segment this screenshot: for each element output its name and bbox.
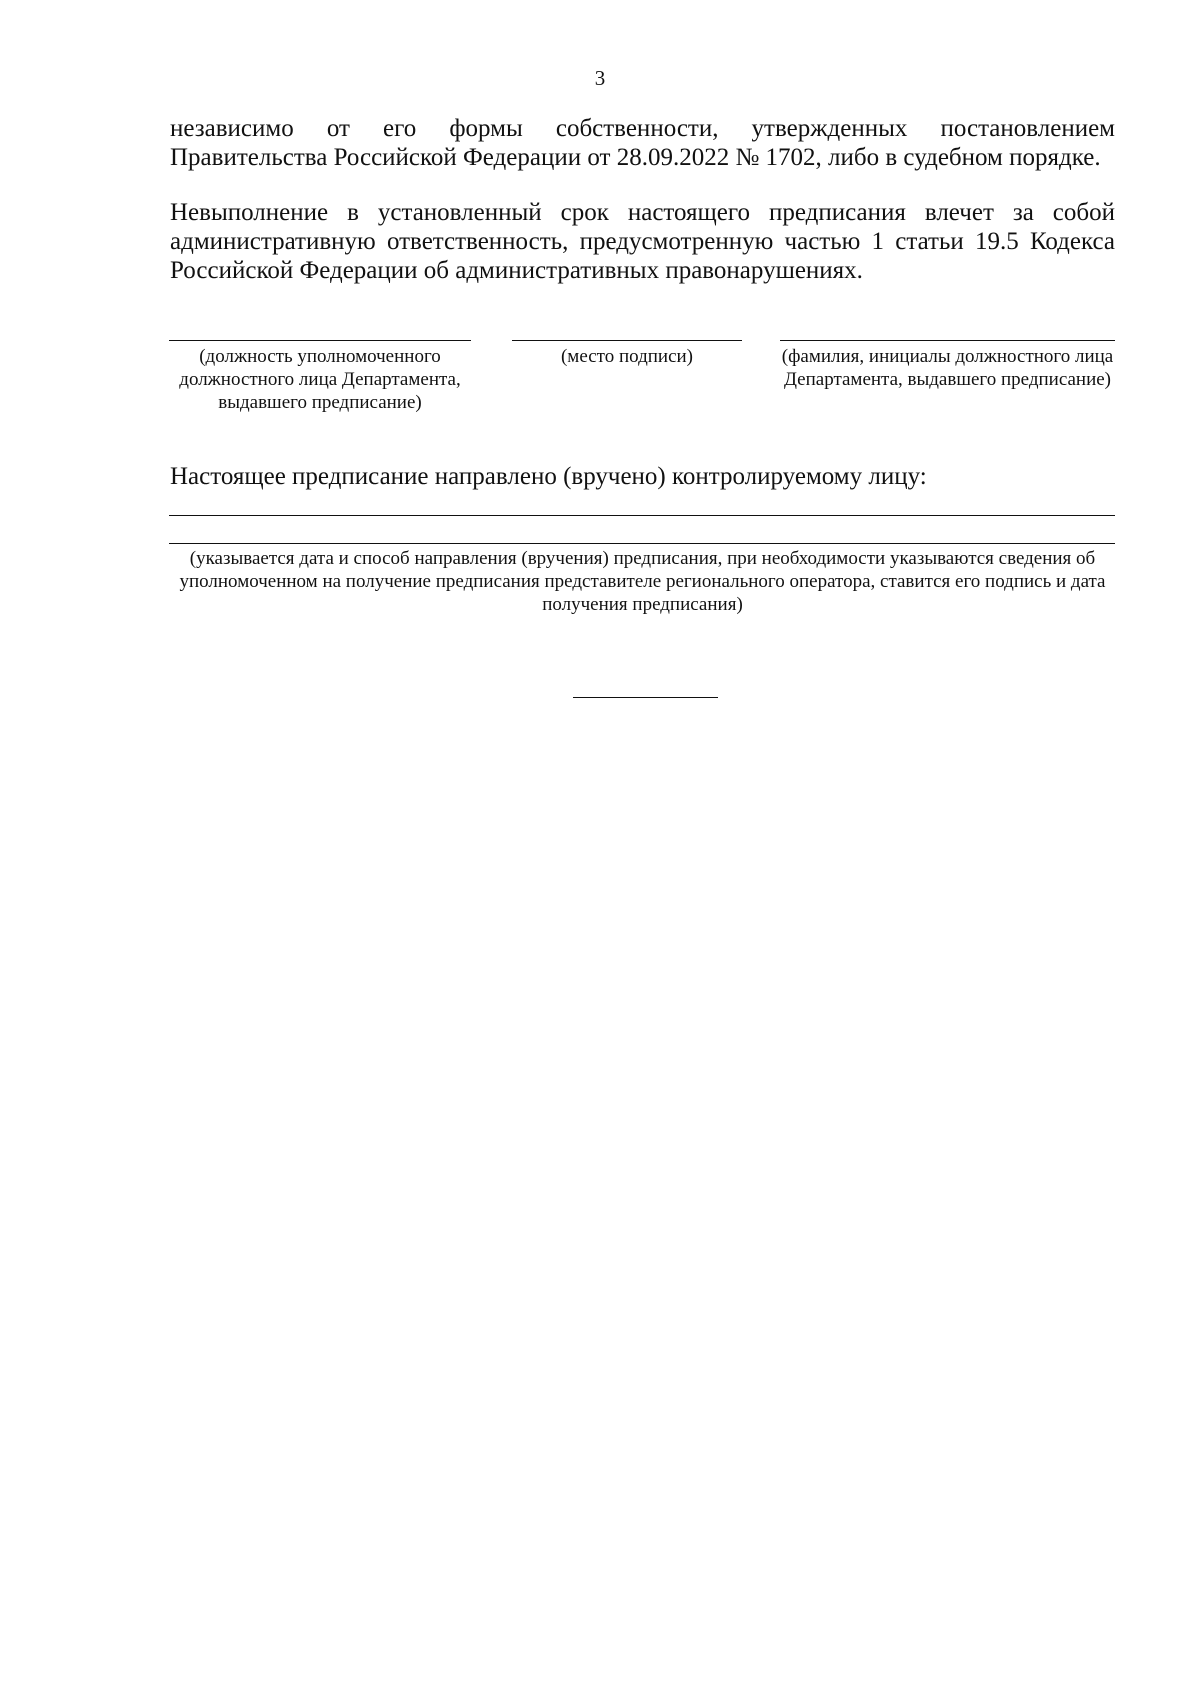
delivery-label: Настоящее предписание направлено (вручено) контролируемому лицу: [170, 463, 927, 490]
delivery-caption: (указывается дата и способ направления (вручения) предписания, при необходимости указываются сведения об уполномоченном на получение предписания представителе регионального оператора, ставится его подпись и дата получения предписания) [179, 548, 1106, 615]
signature-name-column [780, 340, 1115, 391]
delivery-fill-line-1 [169, 515, 1115, 516]
signature-position-column [169, 340, 471, 414]
body-paragraph-2: Невыполнение в установленный срок настоящего предписания влечет за собой административную ответственность, предусмотренную частью 1 статьи 19.5 Кодекса Российской Федерации об административных правонарушениях. [170, 199, 1115, 284]
signature-position-caption: (должность уполномоченного должностного лица Департамента, выдавшего предписание) [179, 346, 461, 413]
body-paragraph-1: независимо от его формы собственности, утвержденных постановлением Правительства Российской Федерации от 28.09.2022 № 1702, либо в судебном порядке. [170, 115, 1115, 171]
signature-name-caption: (фамилия, инициалы должностного лица Департамента, выдавшего предписание) [781, 346, 1114, 390]
signature-place-line [512, 340, 742, 341]
signature-position-line [169, 340, 471, 341]
document-end-line [573, 697, 718, 698]
delivery-fill-line-2 [169, 543, 1115, 544]
signature-place-caption: (место подписи) [560, 346, 694, 367]
page-number: 3 [594, 66, 606, 90]
signature-name-line [780, 340, 1115, 341]
signature-place-column [512, 340, 742, 368]
